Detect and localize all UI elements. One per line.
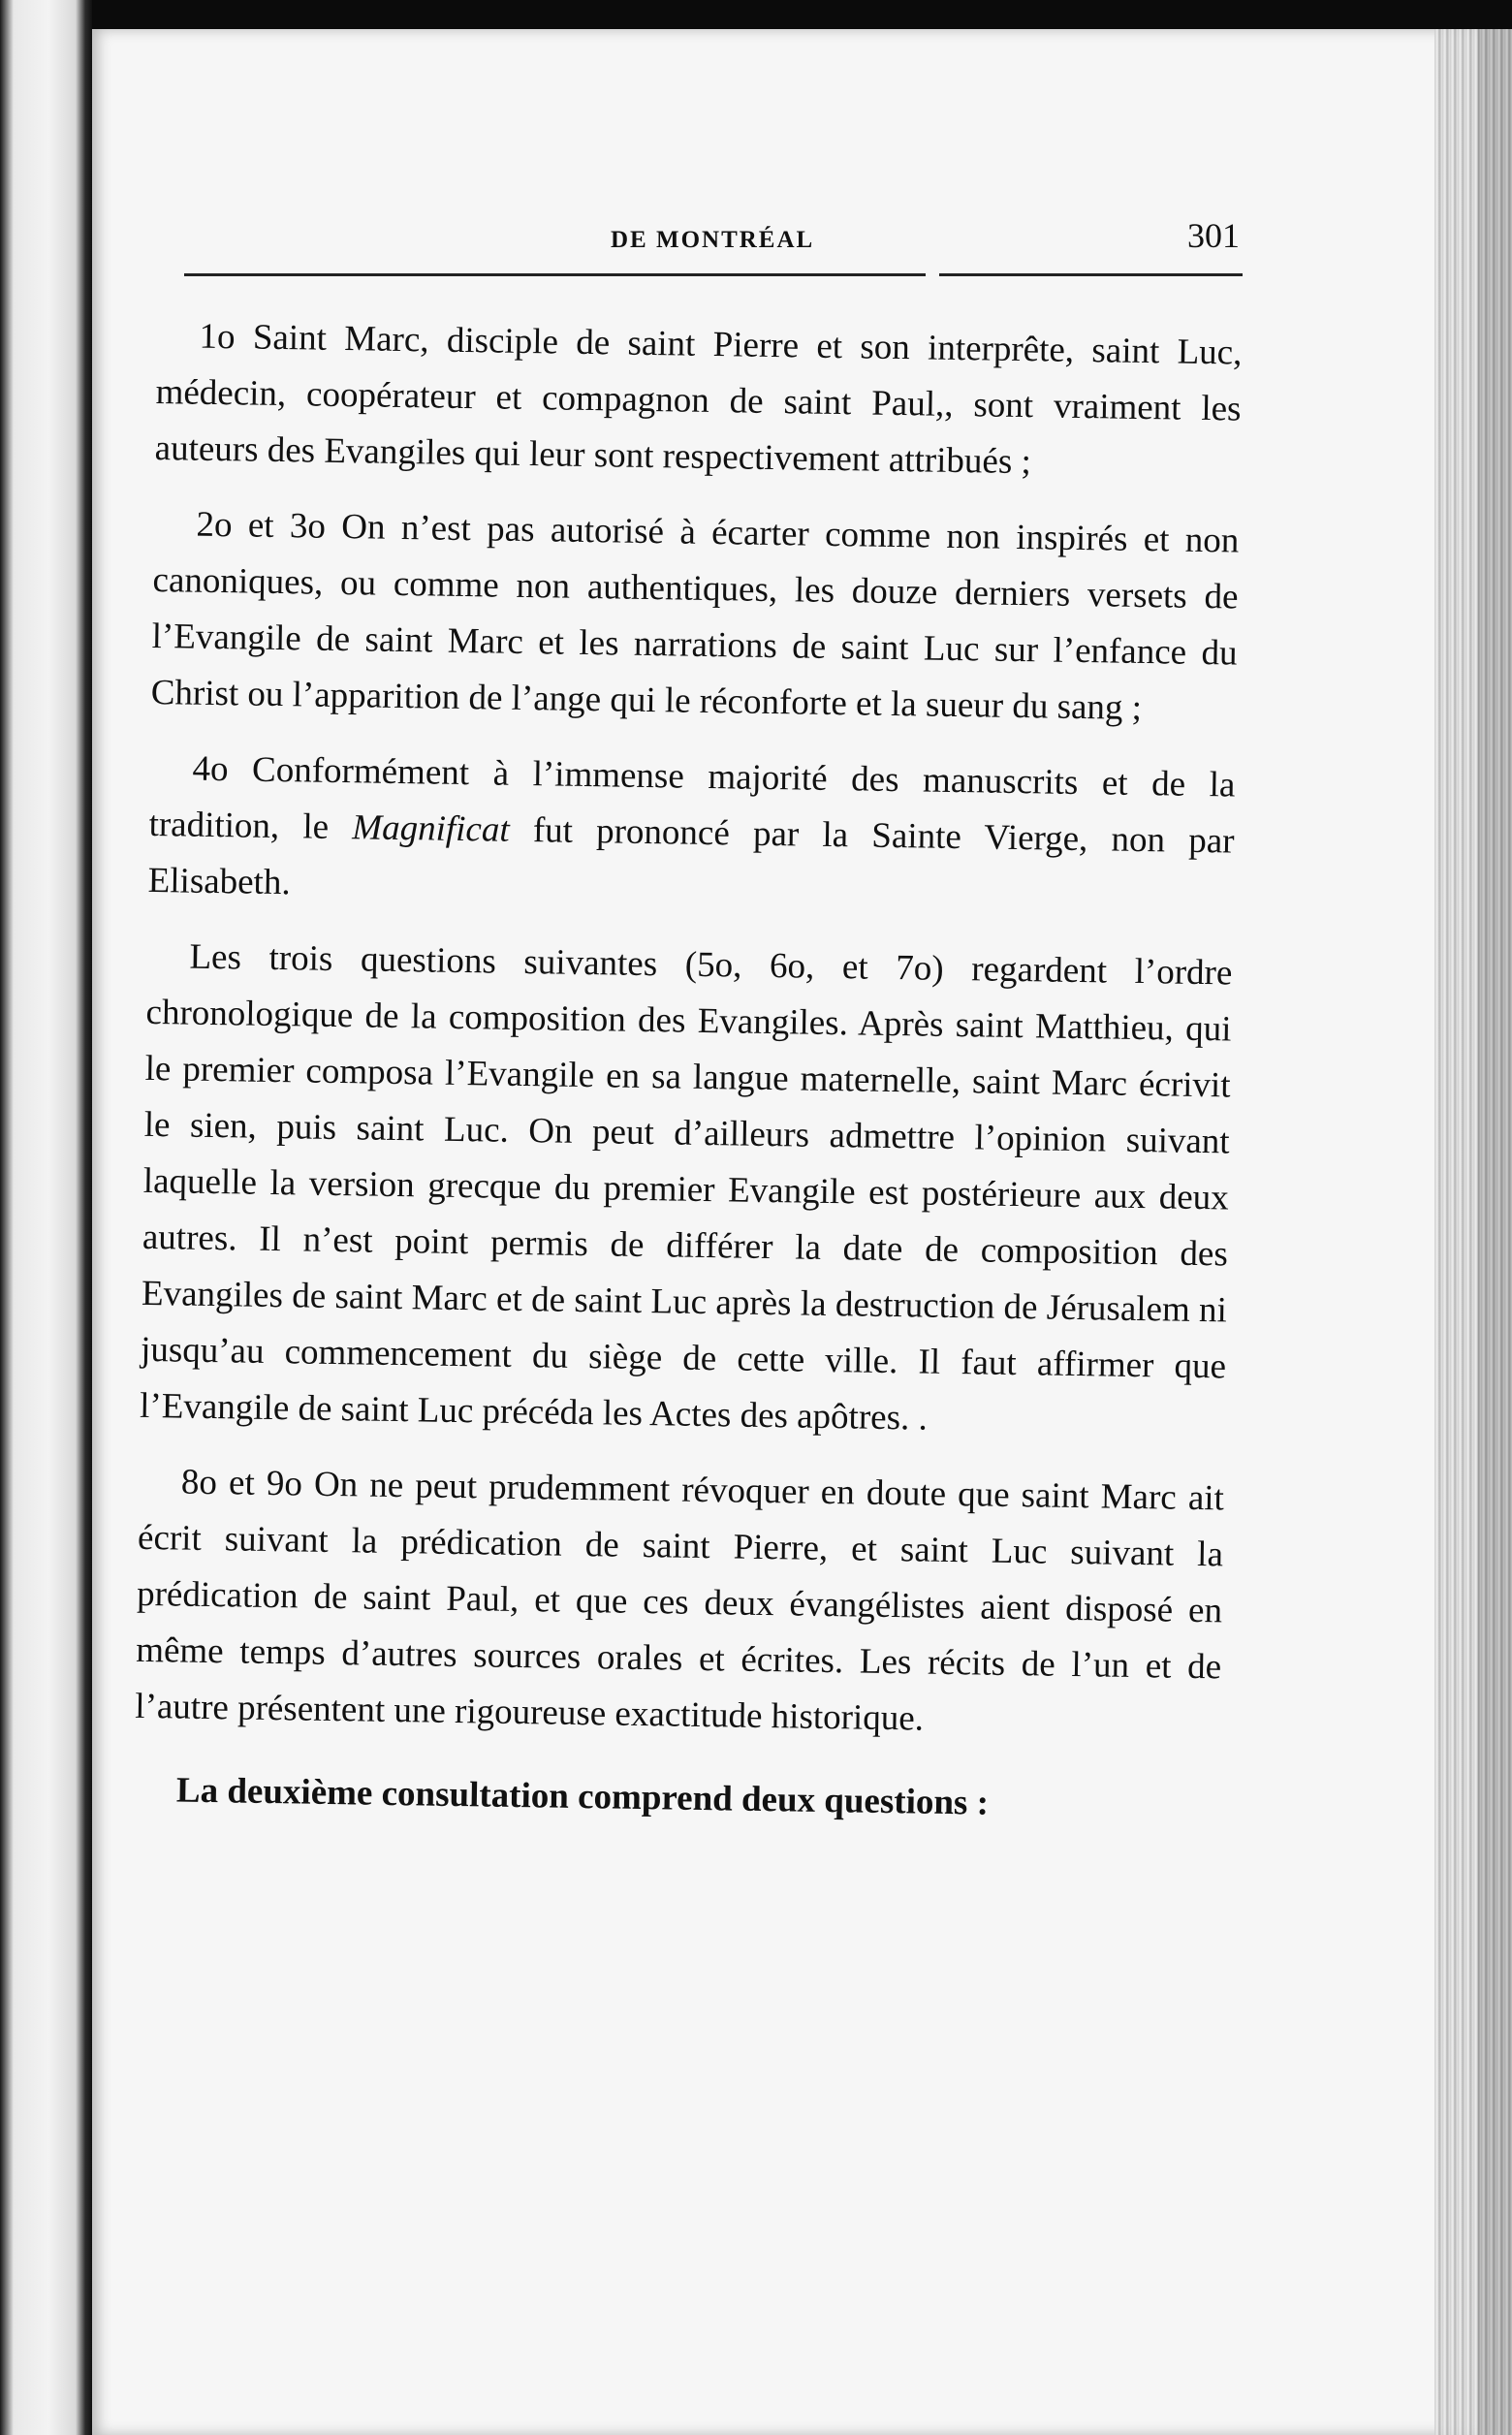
page-edges-right <box>1434 29 1512 2435</box>
body-text <box>133 308 1243 1854</box>
magnificat-italic: Magnificat <box>352 807 511 850</box>
paragraph-3-start: 4o Conformément à l’immense majorité des manuscrits et de la tradition, le <box>148 748 1236 848</box>
book-gutter-left <box>0 0 92 2435</box>
paragraph-3 <box>147 741 1236 927</box>
paragraph-6: La deuxième consultation comprend deux questions : <box>175 1770 990 1823</box>
paragraph-5: 8o et 9o On ne peut prudemment révoquer en doute que saint Marc ait écrit suivant la prédication de saint Pierre, et saint Luc suivant la prédication de saint Paul, et que ces deux évangélistes aient disposé en même temps d’autres sources orales et écrites. Les récits de l’un et de l’autre présentent une rigoureuse exactitude historique. <box>135 1462 1225 1739</box>
paragraph-4: Les trois questions suivantes (5o, 6o, et 7o) regardent l’ordre chronologique de la composition des Evangiles. Après saint Matthieu, qui le premier composa l’Evangile en sa langue maternelle, saint Marc écrivit le sien, puis saint Luc. On peut d’ailleurs admettre l’opinion suivant laquelle la version grecque du premier Evangile est postérieure aux deux autres. Il n’est point permis de différer la date de composition des Evangiles de saint Marc et de saint Luc après la destruction de Jérusalem ni jusqu’au commencement du siège de cette ville. Il faut affirmer que l’Evangile de saint Luc précéda les Actes des apôtres. . <box>139 936 1233 1439</box>
paragraph-1: 1o Saint Marc, disciple de saint Pierre et son interprête, saint Luc, médecin, coopérateur et compagnon de saint Paul,, sont vraiment les auteurs des Evangiles qui leur sont respectivement attribués ; <box>154 316 1243 483</box>
paragraph-2: 2o et 3o On n’est pas autorisé à écarter comme non inspirés et non canoniques, ou comme non authentiques, les douze derniers versets de l’Evangile de saint Marc et les narrations de saint Luc sur l’enfance du Christ ou l’apparition de l’ange qui le réconforte et la sueur du sang ; <box>150 504 1240 729</box>
header-rule <box>184 273 1243 276</box>
header-rule-gap <box>926 270 939 278</box>
page-number: 301 <box>1187 216 1240 255</box>
running-head: DE MONTRÉAL <box>611 227 815 253</box>
page-header <box>184 216 1250 281</box>
paragraph-3-end: fut prononcé par la Sainte Vierge, non par Elisabeth. <box>147 809 1235 903</box>
